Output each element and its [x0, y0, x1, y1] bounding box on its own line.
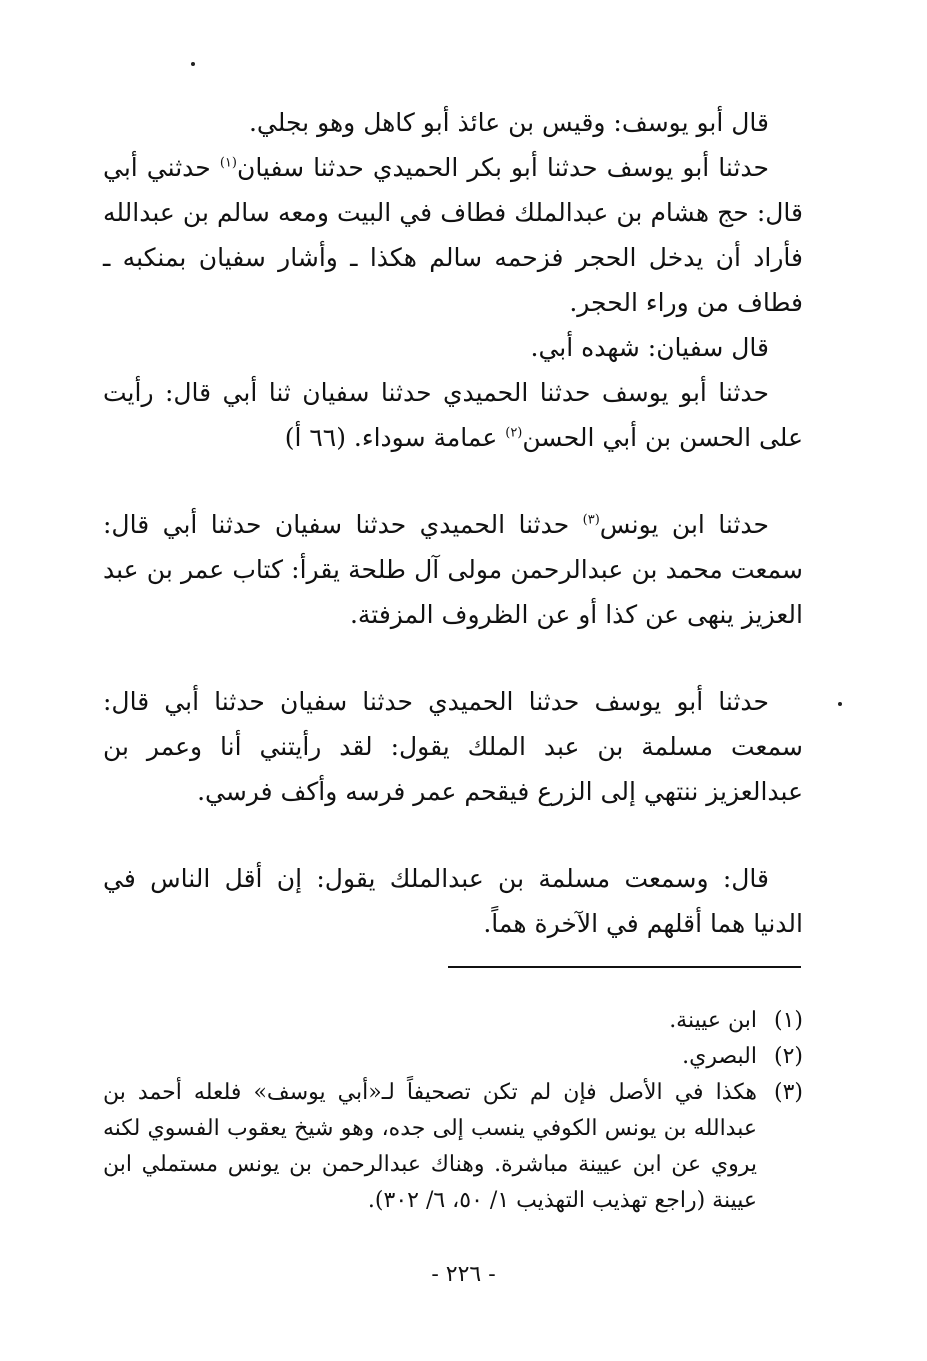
paragraph-2: حدثنا أبو يوسف حدثنا أبو بكر الحميدي حدثنا سفيان$^{(١)}$ حدثني أبي قال: حج هشام بن عبدالملك فطاف في البيت ومعه سالم بن عبدالله فأراد أن يدخل الحجر فزحمه سالم هكذا ـ وأشار سفيان بمنكبه ـ فطاف من وراء الحجر.: [103, 153, 803, 317]
footnote-ref: (١): [219, 155, 237, 171]
footnote-item: [103, 1039, 803, 1075]
footnote-item: [103, 1075, 803, 1219]
paragraph-3: قال سفيان: شهده أبي.: [530, 333, 769, 362]
print-speck: [191, 62, 195, 66]
footnotes: [103, 1003, 803, 1219]
footnote-ref: (٢): [505, 425, 523, 441]
main-text: [103, 100, 803, 946]
paragraph-4: حدثنا أبو يوسف حدثنا الحميدي حدثنا سفيان ثنا أبي قال: رأيت على الحسن بن أبي الحسن$^{(٢)}$ عمامة سوداء. (٦٦ أ): [103, 378, 803, 452]
print-speck: [838, 702, 842, 706]
footnote-text: ابن عيينة.: [669, 1008, 757, 1033]
footnote-number: (١): [773, 1008, 803, 1033]
footnote-number: (٢): [773, 1044, 803, 1069]
footnote-number: (٣): [773, 1080, 803, 1105]
paragraph-7: قال: وسمعت مسلمة بن عبدالملك يقول: إن أقل الناس في الدنيا هما أقلهم في الآخرة هماً.: [103, 864, 803, 938]
footnote-item: [103, 1003, 803, 1039]
footnote-divider: [448, 966, 801, 968]
footnote-text: هكذا في الأصل فإن لم تكن تصحيفاً لـ«أبي يوسف» فلعله أحمد بن عبدالله بن يونس الكوفي ينسب إلى جده، وهو شيخ يعقوب الفسوي لكنه يروي عن ابن عيينة مباشرة. وهناك عبدالرحمن بن يونس مستملي ابن عيينة (راجع تهذيب التهذيب ١/ ٥٠، ٦/ ٣٠٢).: [103, 1080, 757, 1213]
paragraph-5: حدثنا ابن يونس$^{(٣)}$ حدثنا الحميدي حدثنا سفيان حدثنا أبي قال: سمعت محمد بن عبدالرحمن مولى آل طلحة يقرأ: كتاب عمر بن عبد العزيز ينهى عن كذا أو عن الظروف المزفتة.: [103, 510, 803, 629]
paragraph-6: حدثنا أبو يوسف حدثنا الحميدي حدثنا سفيان حدثنا أبي قال: سمعت مسلمة بن عبد الملك يقول: لقد رأيتني أنا وعمر بن عبدالعزيز ننتهي إلى الزرع فيقحم عمر فرسه وأكف فرسي.: [103, 687, 803, 806]
footnote-text: البصري.: [682, 1044, 757, 1069]
page-number: - ٢٢٦ -: [431, 1262, 496, 1287]
footnote-ref: (٣): [582, 512, 600, 528]
paragraph-1: قال أبو يوسف: وقيس بن عائذ أبو كاهل وهو بجلي.: [248, 108, 769, 137]
